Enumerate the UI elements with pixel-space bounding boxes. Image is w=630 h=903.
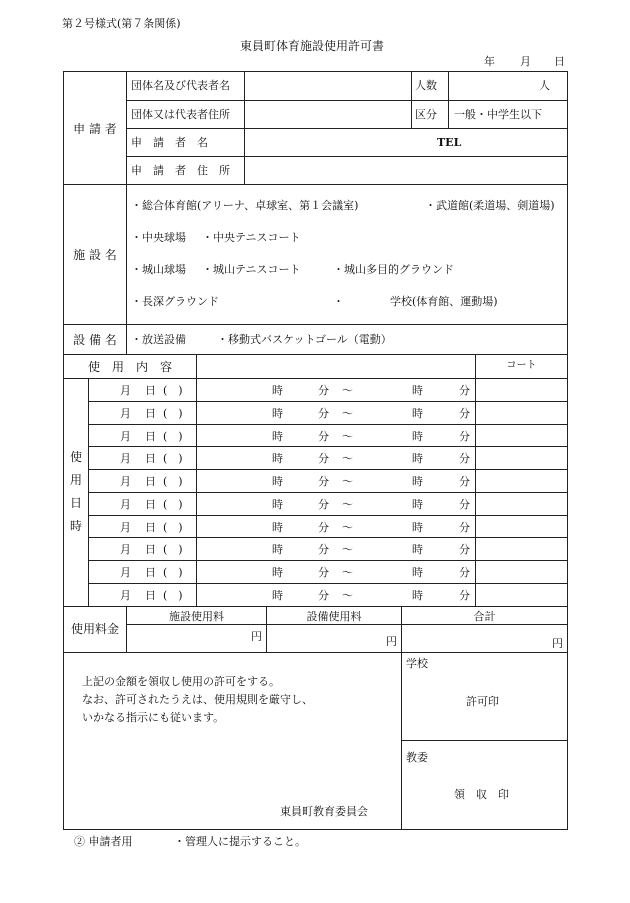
facility-fee-yen: 円 bbox=[251, 630, 262, 643]
usage-row-minute-label: 分 bbox=[318, 543, 329, 556]
usage-row-month-label: 月 bbox=[120, 384, 131, 397]
usage-row-tilde-label: ～ bbox=[342, 521, 353, 534]
usage-row-paren-label: ( ) bbox=[163, 589, 183, 602]
usage-row-month-label: 月 bbox=[120, 566, 131, 579]
notice-line: なお、許可されたうえは、使用規則を厳守し、 bbox=[82, 693, 313, 706]
usage-row-tilde-label: ～ bbox=[342, 566, 353, 579]
usage-row-minute-label: 分 bbox=[318, 430, 329, 443]
usage-row-minute-label: 分 bbox=[318, 407, 329, 420]
usage-row-tilde-label: ～ bbox=[342, 452, 353, 465]
board-label: 教委 bbox=[406, 751, 428, 764]
facility-option-general-gym[interactable]: ・総合体育館(アリーナ、卓球室、第１会議室) bbox=[131, 199, 359, 212]
usage-row-paren-label: ( ) bbox=[163, 407, 183, 420]
usage-row-minute-label: 分 bbox=[318, 589, 329, 602]
form-number: 第２号様式(第７条関係) bbox=[62, 17, 181, 30]
usage-row-month-label: 月 bbox=[120, 407, 131, 420]
usage-row-day-label: 日 bbox=[145, 566, 156, 579]
usage-row-hour-label: 時 bbox=[272, 566, 283, 579]
usage-row-hour-label: 時 bbox=[412, 589, 423, 602]
usage-row-minute-label: 分 bbox=[459, 407, 470, 420]
usage-row-day-label: 日 bbox=[145, 589, 156, 602]
usage-row-month-label: 月 bbox=[120, 521, 131, 534]
usage-time-label-char: 時 bbox=[69, 519, 82, 533]
usage-row-hour-label: 時 bbox=[412, 452, 423, 465]
notice-line: いかなる指示にも従います。 bbox=[82, 711, 225, 724]
usage-row-hour-label: 時 bbox=[272, 407, 283, 420]
permit-stamp-label: 許可印 bbox=[466, 695, 499, 708]
usage-row-minute-label: 分 bbox=[318, 452, 329, 465]
usage-row-tilde-label: ～ bbox=[342, 475, 353, 488]
usage-row-tilde-label: ～ bbox=[342, 384, 353, 397]
group-address-label: 団体又は代表者住所 bbox=[131, 108, 230, 121]
usage-row-hour-label: 時 bbox=[412, 384, 423, 397]
facility-option-shiroyama-tennis[interactable]: ・城山テニスコート bbox=[202, 263, 301, 276]
usage-time-label-char: 使 bbox=[69, 450, 82, 464]
usage-row-paren-label: ( ) bbox=[163, 543, 183, 556]
usage-row-minute-label: 分 bbox=[459, 475, 470, 488]
usage-row-tilde-label: ～ bbox=[342, 498, 353, 511]
count-label: 人数 bbox=[415, 79, 437, 92]
copy-label: ② 申請者用 bbox=[74, 835, 133, 848]
count-unit: 人 bbox=[539, 79, 550, 92]
usage-row-minute-label: 分 bbox=[318, 521, 329, 534]
usage-row-minute-label: 分 bbox=[459, 498, 470, 511]
facility-fee-label: 施設使用料 bbox=[169, 610, 224, 623]
usage-row-hour-label: 時 bbox=[272, 475, 283, 488]
usage-row-minute-label: 分 bbox=[459, 543, 470, 556]
facility-option-shiroyama-ballpark[interactable]: ・城山球場 bbox=[131, 263, 186, 276]
usage-row-hour-label: 時 bbox=[272, 543, 283, 556]
category-label: 区分 bbox=[415, 108, 437, 121]
usage-row-tilde-label: ～ bbox=[342, 407, 353, 420]
usage-row-tilde-label: ～ bbox=[342, 543, 353, 556]
usage-row-day-label: 日 bbox=[145, 543, 156, 556]
applicant-section-label: 申 請 者 bbox=[73, 122, 117, 136]
usage-row-hour-label: 時 bbox=[412, 543, 423, 556]
usage-row-minute-label: 分 bbox=[318, 498, 329, 511]
form-title: 東員町体育施設使用許可書 bbox=[240, 39, 385, 53]
usage-row-minute-label: 分 bbox=[459, 521, 470, 534]
date-day-label: 日 bbox=[554, 55, 565, 68]
facility-option-shiroyama-multipurpose[interactable]: ・城山多目的グラウンド bbox=[333, 263, 454, 276]
usage-row-hour-label: 時 bbox=[412, 475, 423, 488]
usage-row-minute-label: 分 bbox=[459, 566, 470, 579]
applicant-address-label: 申 請 者 住 所 bbox=[131, 164, 230, 177]
usage-row-paren-label: ( ) bbox=[163, 384, 183, 397]
usage-time-label-char: 用 bbox=[69, 473, 82, 487]
tel-label: TEL bbox=[437, 136, 462, 149]
usage-row-day-label: 日 bbox=[145, 407, 156, 420]
equipment-option-basketball-goal[interactable]: ・移動式バスケットゴール（電動） bbox=[217, 333, 392, 346]
receipt-stamp-label: 領 収 印 bbox=[454, 788, 509, 801]
facility-option-chuo-tennis[interactable]: ・中央テニスコート bbox=[202, 231, 301, 244]
equipment-option-broadcast[interactable]: ・放送設備 bbox=[131, 333, 186, 346]
issuer-name: 東員町教育委員会 bbox=[280, 805, 368, 818]
court-label: コート bbox=[506, 360, 537, 371]
school-label: 学校 bbox=[406, 657, 428, 670]
usage-content-label: 使 用 内 容 bbox=[87, 360, 172, 374]
usage-row-paren-label: ( ) bbox=[163, 566, 183, 579]
usage-row-day-label: 日 bbox=[145, 521, 156, 534]
usage-row-paren-label: ( ) bbox=[163, 475, 183, 488]
usage-row-hour-label: 時 bbox=[272, 521, 283, 534]
equipment-fee-label: 設備使用料 bbox=[306, 610, 362, 623]
total-fee-label: 合計 bbox=[473, 610, 496, 623]
facility-label: 施 設 名 bbox=[73, 248, 117, 262]
usage-row-minute-label: 分 bbox=[459, 384, 470, 397]
usage-row-hour-label: 時 bbox=[272, 384, 283, 397]
usage-row-minute-label: 分 bbox=[318, 566, 329, 579]
usage-row-month-label: 月 bbox=[120, 498, 131, 511]
usage-row-paren-label: ( ) bbox=[163, 430, 183, 443]
date-year-label: 年 bbox=[484, 55, 495, 68]
usage-row-tilde-label: ～ bbox=[342, 589, 353, 602]
usage-row-month-label: 月 bbox=[120, 475, 131, 488]
usage-row-paren-label: ( ) bbox=[163, 498, 183, 511]
usage-row-minute-label: 分 bbox=[318, 475, 329, 488]
footer-instruction: ・管理人に提示すること。 bbox=[174, 835, 306, 848]
category-value: 一般・中学生以下 bbox=[454, 108, 542, 121]
fees-label: 使用料金 bbox=[70, 622, 119, 636]
usage-row-hour-label: 時 bbox=[272, 498, 283, 511]
usage-row-hour-label: 時 bbox=[272, 589, 283, 602]
usage-row-day-label: 日 bbox=[145, 475, 156, 488]
usage-row-day-label: 日 bbox=[145, 430, 156, 443]
equipment-fee-yen: 円 bbox=[386, 635, 397, 648]
usage-row-hour-label: 時 bbox=[412, 566, 423, 579]
total-fee-yen: 円 bbox=[552, 637, 563, 650]
facility-option-nagafuke-ground[interactable]: ・長深グラウンド bbox=[131, 295, 219, 308]
usage-row-day-label: 日 bbox=[145, 452, 156, 465]
facility-option-budokan[interactable]: ・武道館(柔道場、剣道場) bbox=[425, 199, 555, 212]
usage-row-minute-label: 分 bbox=[459, 452, 470, 465]
usage-row-minute-label: 分 bbox=[459, 430, 470, 443]
usage-row-month-label: 月 bbox=[120, 589, 131, 602]
applicant-name-label: 申 請 者 名 bbox=[131, 136, 208, 149]
usage-row-hour-label: 時 bbox=[272, 430, 283, 443]
usage-row-month-label: 月 bbox=[120, 452, 131, 465]
date-month-label: 月 bbox=[520, 55, 531, 68]
usage-row-day-label: 日 bbox=[145, 384, 156, 397]
usage-row-hour-label: 時 bbox=[412, 430, 423, 443]
usage-row-hour-label: 時 bbox=[412, 521, 423, 534]
usage-row-hour-label: 時 bbox=[412, 407, 423, 420]
usage-row-day-label: 日 bbox=[145, 498, 156, 511]
usage-row-hour-label: 時 bbox=[412, 498, 423, 511]
equipment-label: 設 備 名 bbox=[73, 333, 117, 347]
usage-row-minute-label: 分 bbox=[459, 589, 470, 602]
usage-row-month-label: 月 bbox=[120, 430, 131, 443]
group-name-label: 団体名及び代表者名 bbox=[131, 79, 230, 92]
usage-time-label-char: 日 bbox=[69, 496, 82, 510]
usage-row-month-label: 月 bbox=[120, 543, 131, 556]
usage-row-minute-label: 分 bbox=[318, 384, 329, 397]
usage-row-paren-label: ( ) bbox=[163, 521, 183, 534]
facility-option-chuo-ballpark[interactable]: ・中央球場 bbox=[131, 231, 186, 244]
facility-option-school-bullet: ・ bbox=[333, 295, 344, 308]
facility-option-school[interactable]: 学校(体育館、運動場) bbox=[390, 295, 498, 308]
usage-row-hour-label: 時 bbox=[272, 452, 283, 465]
usage-row-tilde-label: ～ bbox=[342, 430, 353, 443]
notice-line: 上記の金額を領収し使用の許可をする。 bbox=[82, 675, 280, 688]
usage-row-paren-label: ( ) bbox=[163, 452, 183, 465]
